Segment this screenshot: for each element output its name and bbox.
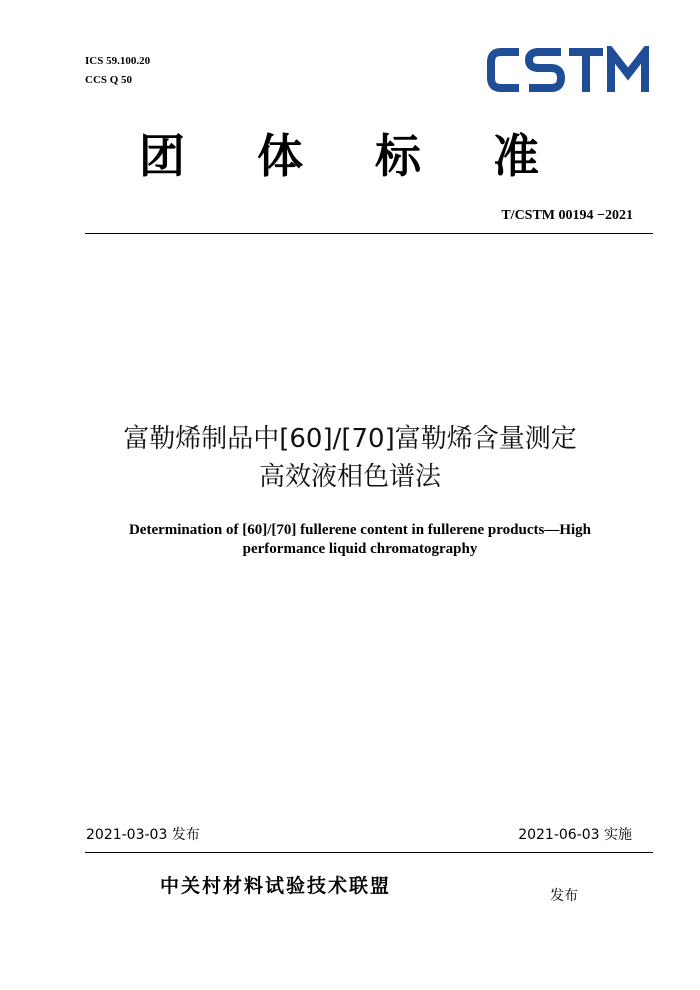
english-title-line-1: Determination of [60]/[70] fullerene content in fullerene products—High — [128, 522, 592, 538]
implementation-date: 2021-06-03 实施 — [518, 827, 632, 843]
standard-number: T/CSTM 00194 −2021 — [501, 208, 633, 223]
cstm-logo — [485, 46, 650, 94]
chinese-title — [0, 420, 700, 496]
chinese-title-line-1: 富勒烯制品中[60]/[70]富勒烯含量测定 — [123, 424, 577, 454]
bottom-divider — [85, 852, 653, 853]
chinese-title-line-2: 高效液相色谱法 — [258, 462, 441, 492]
ccs-code: CCS Q 50 — [85, 74, 133, 86]
publish-label: 发布 — [550, 888, 578, 904]
issue-date: 2021-03-03 发布 — [86, 827, 200, 843]
english-title-line-2: performance liquid chromatography — [242, 541, 478, 557]
publisher-name: 中关村材料试验技术联盟 — [160, 875, 392, 897]
top-divider — [85, 233, 653, 234]
english-title — [80, 521, 640, 559]
ics-code: ICS 59.100.20 — [85, 55, 151, 67]
standard-type-heading: 团 体 标 准 — [138, 129, 568, 183]
